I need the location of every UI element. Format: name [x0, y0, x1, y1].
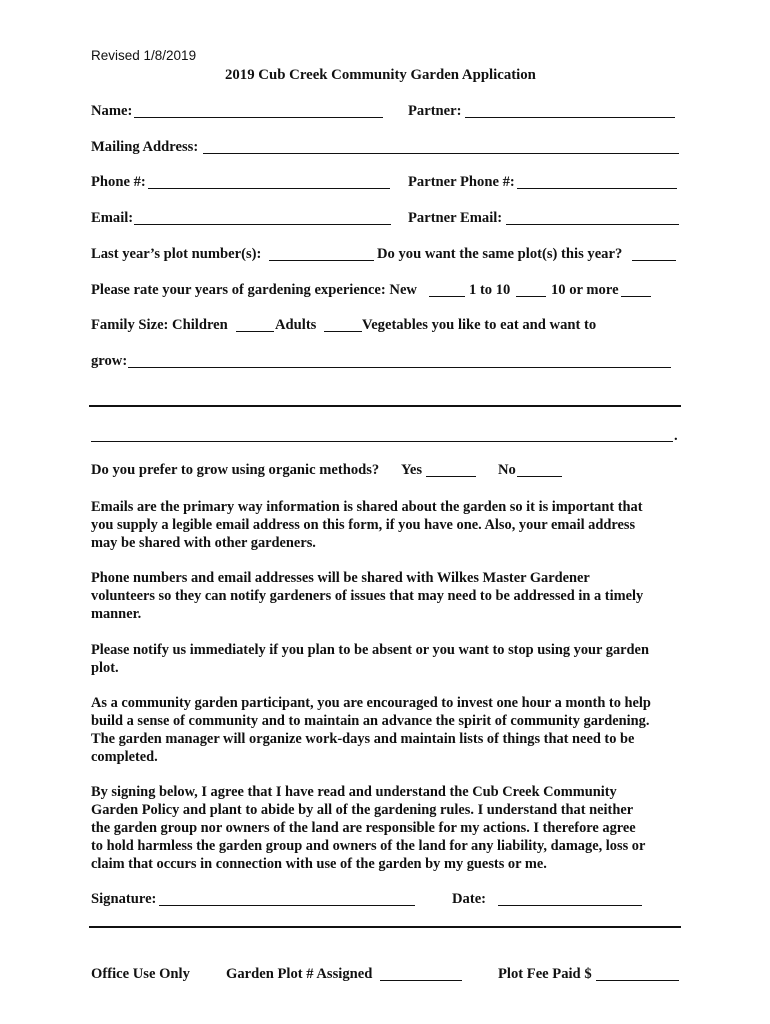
office-divider: [89, 926, 681, 928]
exp-1-10-label: 1 to 10: [469, 282, 511, 298]
organic-no-field[interactable]: [517, 476, 562, 477]
partner-field[interactable]: [465, 117, 675, 118]
family-size-label: Family Size: Children: [91, 317, 228, 333]
vegetables-extra-line-2[interactable]: [91, 441, 673, 442]
fee-paid-field[interactable]: [596, 980, 679, 981]
plot-assigned-field[interactable]: [380, 980, 462, 981]
date-label: Date:: [452, 891, 487, 907]
email-label: Email:: [91, 210, 134, 226]
paragraph-line: As a community garden participant, you are encouraged to invest one hour a month to help: [91, 695, 651, 711]
partner-email-field[interactable]: [506, 224, 679, 225]
experience-label: Please rate your years of gardening experience: New: [91, 282, 417, 298]
children-field[interactable]: [236, 331, 274, 332]
exp-10-more-field[interactable]: [621, 296, 651, 297]
organic-no-label: No: [498, 462, 516, 478]
paragraph-line: plot.: [91, 660, 119, 676]
partner-label: Partner:: [408, 103, 462, 119]
mailing-address-field[interactable]: [203, 153, 679, 154]
organic-label: Do you prefer to grow using organic methods?: [91, 462, 380, 478]
last-plot-label: Last year’s plot number(s):: [91, 246, 262, 262]
line-period: .: [674, 428, 678, 444]
organic-yes-field[interactable]: [426, 476, 476, 477]
revised-date: Revised 1/8/2019: [91, 48, 197, 63]
name-field[interactable]: [134, 117, 383, 118]
paragraph-line: may be shared with other gardeners.: [91, 535, 316, 551]
paragraph-line: Emails are the primary way information is shared about the garden so it is important that: [91, 499, 643, 515]
participation-paragraph: [91, 694, 691, 766]
grow-label: grow:: [91, 353, 128, 369]
plot-assigned-label: Garden Plot # Assigned: [226, 966, 373, 982]
paragraph-line: Please notify us immediately if you plan to be absent or you want to stop using your garden: [91, 642, 649, 658]
partner-phone-label: Partner Phone #:: [408, 174, 515, 190]
vegetables-extra-line[interactable]: [89, 405, 681, 407]
same-plot-label: Do you want the same plot(s) this year?: [377, 246, 623, 262]
paragraph-line: manner.: [91, 606, 142, 622]
phone-info-paragraph: [91, 569, 691, 623]
signature-label: Signature:: [91, 891, 157, 907]
office-use-label: Office Use Only: [91, 966, 190, 982]
paragraph-line: By signing below, I agree that I have read and understand the Cub Creek Community: [91, 784, 617, 800]
paragraph-line: the garden group nor owners of the land are responsible for my actions. I therefore agree: [91, 820, 636, 836]
paragraph-line: build a sense of community and to maintain an advance the spirit of community gardening.: [91, 713, 650, 729]
email-field[interactable]: [134, 224, 391, 225]
agreement-paragraph: [91, 783, 691, 873]
same-plot-field[interactable]: [632, 260, 676, 261]
mailing-address-label: Mailing Address:: [91, 139, 199, 155]
paragraph-line: volunteers so they can notify gardeners of issues that may need to be addressed in a timely: [91, 588, 644, 604]
exp-1-10-field[interactable]: [516, 296, 546, 297]
date-field[interactable]: [498, 905, 642, 906]
paragraph-line: you supply a legible email address on this form, if you have one. Also, your email address: [91, 517, 636, 533]
last-plot-field[interactable]: [269, 260, 374, 261]
email-info-paragraph: [91, 498, 691, 552]
paragraph-line: Garden Policy and plant to abide by all of the gardening rules. I understand that neither: [91, 802, 634, 818]
name-label: Name:: [91, 103, 133, 119]
phone-field[interactable]: [148, 188, 390, 189]
paragraph-line: claim that occurs in connection with use of the garden by my guests or me.: [91, 856, 547, 872]
fee-paid-label: Plot Fee Paid $: [498, 966, 592, 982]
vegetables-label: Vegetables you like to eat and want to: [362, 317, 597, 333]
vegetables-field[interactable]: [128, 367, 671, 368]
organic-yes-label: Yes: [401, 462, 423, 478]
paragraph-line: to hold harmless the garden group and owners of the land for any liability, damage, loss or: [91, 838, 646, 854]
adults-field[interactable]: [324, 331, 362, 332]
exp-new-field[interactable]: [429, 296, 465, 297]
exp-10-more-label: 10 or more: [551, 282, 619, 298]
notify-paragraph: [91, 641, 691, 677]
form-title: 2019 Cub Creek Community Garden Application: [225, 67, 536, 83]
paragraph-line: Phone numbers and email addresses will be shared with Wilkes Master Gardener: [91, 570, 590, 586]
paragraph-line: The garden manager will organize work-days and maintain lists of things that need to be: [91, 731, 635, 747]
partner-phone-field[interactable]: [517, 188, 677, 189]
signature-field[interactable]: [159, 905, 415, 906]
phone-label: Phone #:: [91, 174, 146, 190]
paragraph-line: completed.: [91, 749, 158, 765]
partner-email-label: Partner Email:: [408, 210, 503, 226]
adults-label: Adults: [275, 317, 317, 333]
